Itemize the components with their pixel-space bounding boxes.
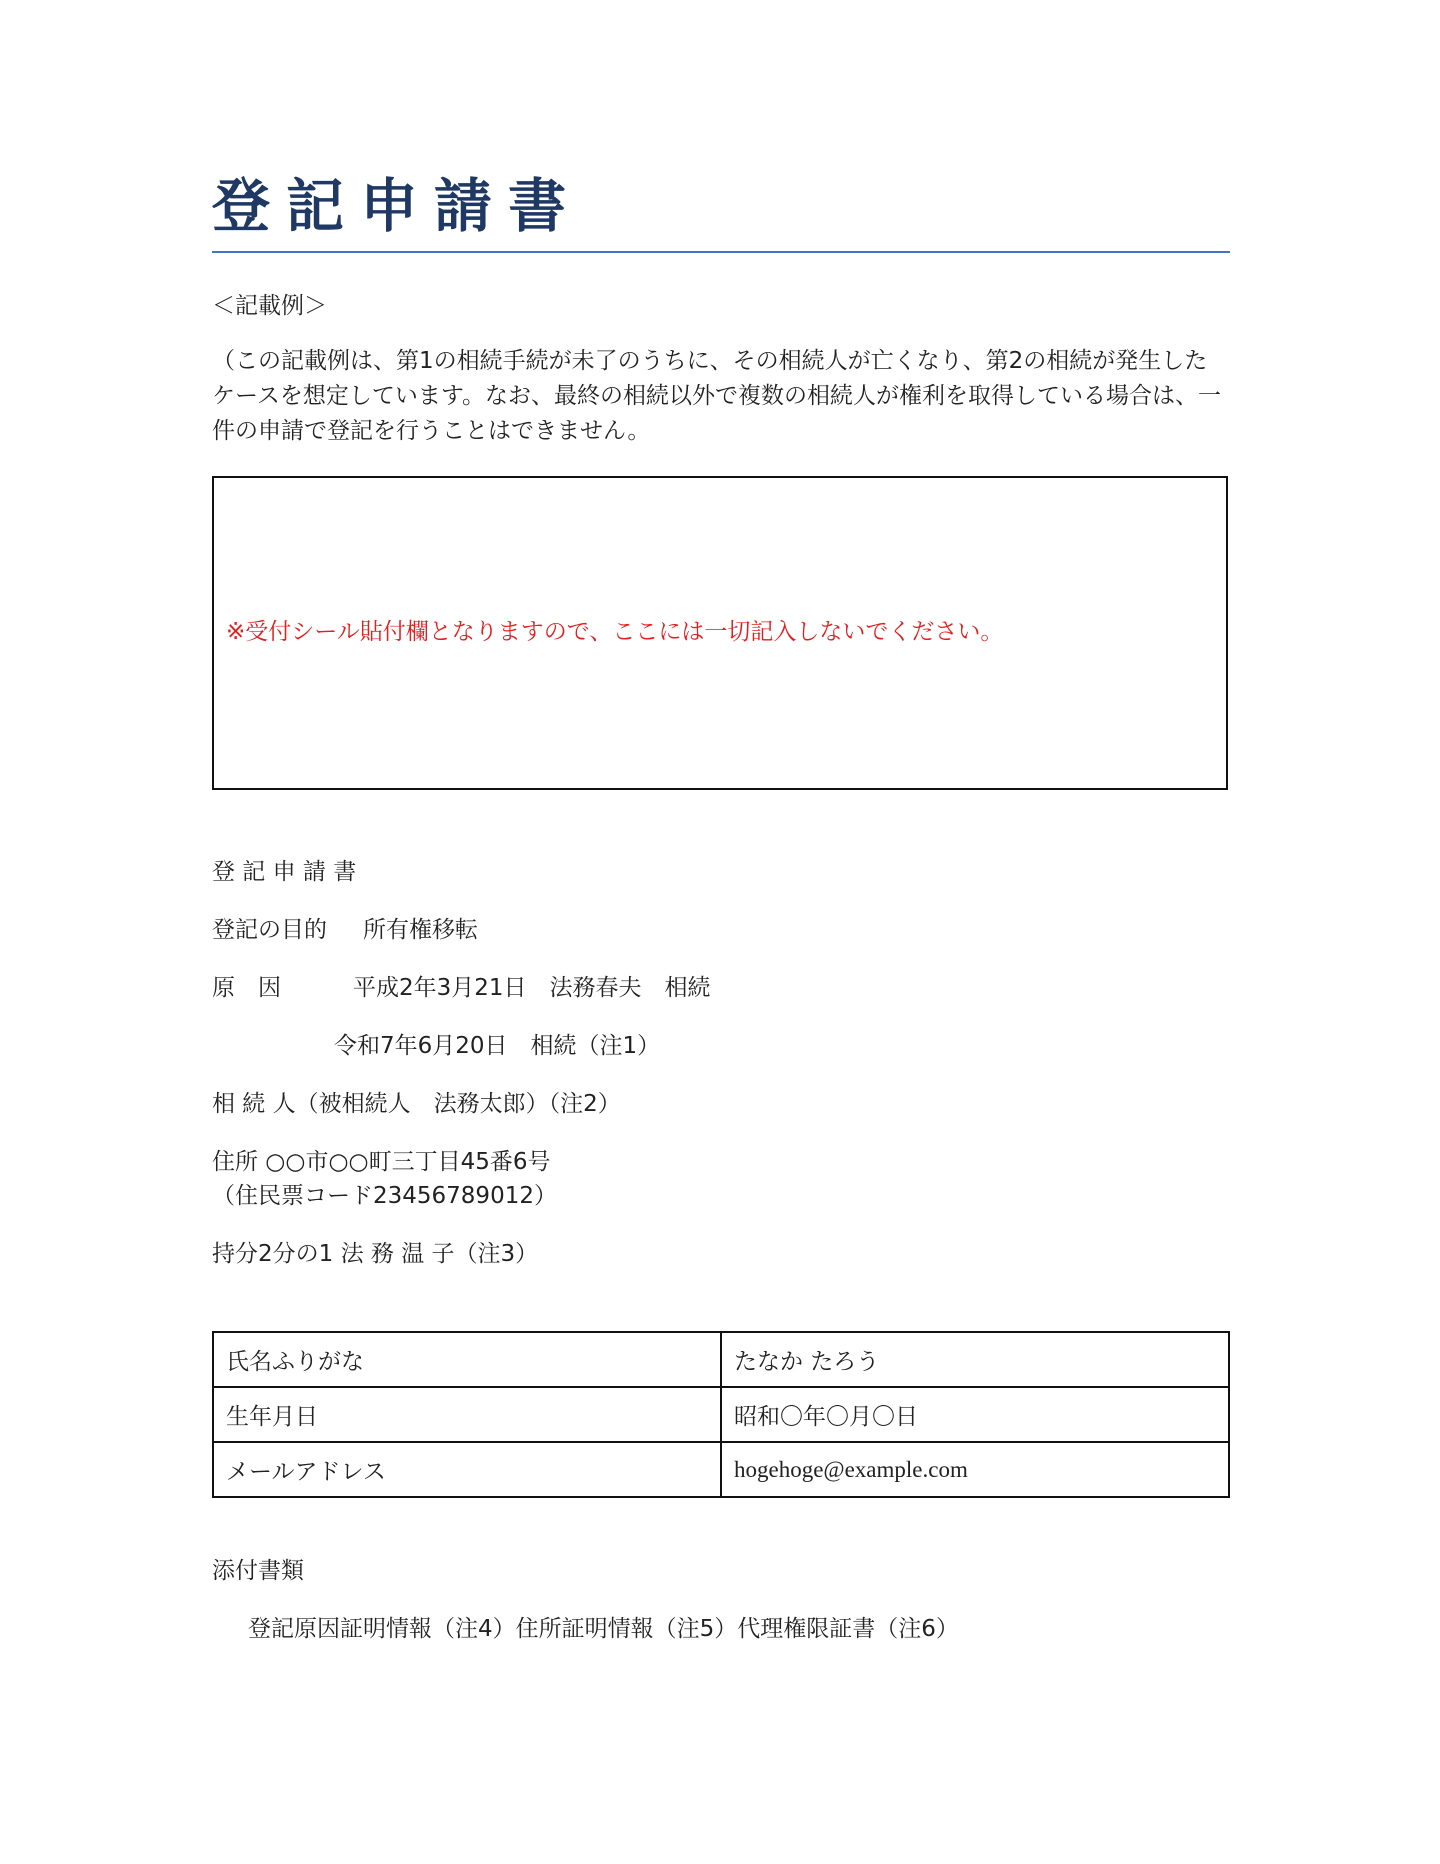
table-row: [213, 1442, 1229, 1497]
purpose-row: [212, 913, 478, 947]
cause-label: 原 因: [212, 975, 281, 1001]
birthdate-label: 生年月日: [213, 1387, 721, 1442]
attachments-heading: 添付書類: [212, 1558, 304, 1584]
purpose-value: 所有権移転: [363, 917, 478, 943]
table-row: [213, 1332, 1229, 1387]
cause-row: [212, 971, 711, 1005]
heir-line: 相 続 人（被相続人 法務太郎）（注2）: [212, 1091, 621, 1117]
applicant-info-table: [212, 1331, 1230, 1498]
email-value: hogehoge@example.com: [721, 1442, 1229, 1497]
furigana-label: 氏名ふりがな: [213, 1332, 721, 1387]
attachments-list: 登記原因証明情報（注4）住所証明情報（注5）代理権限証書（注6）: [248, 1616, 959, 1642]
resident-code-line: （住民票コード23456789012）: [212, 1183, 557, 1209]
page-title: 登記申請書: [212, 172, 583, 240]
intro-paragraph: （この記載例は、第1の相続手続が未了のうちに、その相続人が亡くなり、第2の相続が発生したケースを想定しています。なお、最終の相続以外で複数の相続人が権利を取得している場合は、一件の申請で登記を行うことはできません。: [212, 348, 1222, 444]
birthdate-value: 昭和〇年〇月〇日: [721, 1387, 1229, 1442]
seal-warning-text: ※受付シール貼付欄となりますので、ここには一切記入しないでください。: [226, 619, 1004, 645]
example-label: ＜記載例＞: [212, 293, 327, 319]
share-line: 持分2分の1 法 務 温 子（注3）: [212, 1241, 539, 1267]
purpose-label: 登記の目的: [212, 917, 327, 943]
cause-line-2: 令和7年6月20日 相続（注1）: [334, 1033, 661, 1059]
application-heading: 登 記 申 請 書: [212, 859, 357, 885]
furigana-value: たなか たろう: [721, 1332, 1229, 1387]
table-row: [213, 1387, 1229, 1442]
title-underline: [212, 251, 1230, 253]
address-line: 住所 ○○市○○町三丁目45番6号: [212, 1149, 551, 1175]
email-label: メールアドレス: [213, 1442, 721, 1497]
cause-line-1: 平成2年3月21日 法務春夫 相続: [353, 975, 711, 1001]
receipt-seal-box: [212, 476, 1228, 790]
